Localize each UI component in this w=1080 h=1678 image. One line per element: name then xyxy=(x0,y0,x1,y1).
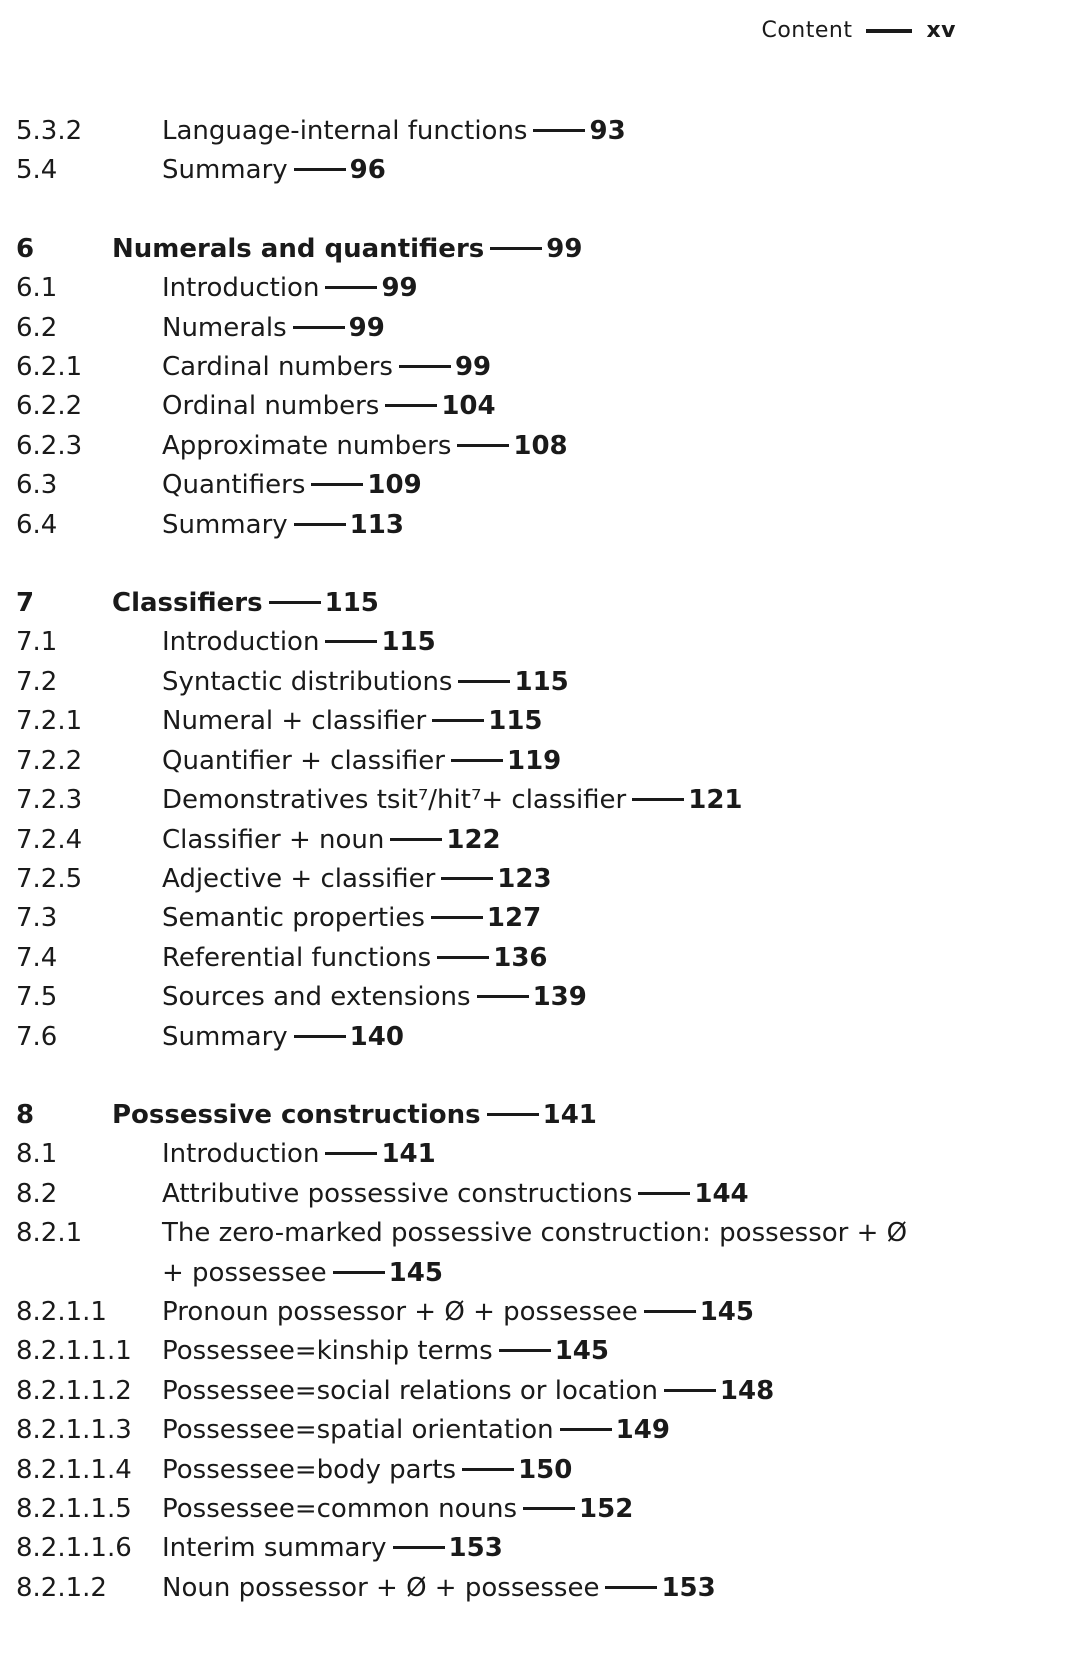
toc-chapter-entry[interactable] xyxy=(16,1096,1056,1135)
leader-dash xyxy=(325,286,377,289)
toc-entry-title xyxy=(162,742,922,781)
toc-entry-number: 7.2.4 xyxy=(16,824,83,855)
toc-entry-page-number[interactable]: 99 xyxy=(546,233,583,264)
toc-entry-title-text: Semantic properties xyxy=(162,903,425,934)
toc-entry-number: 5.4 xyxy=(16,155,58,186)
toc-entry-page-number[interactable]: 93 xyxy=(589,116,626,146)
toc-entry-title-text: Pronoun possessor + Ø + possessee xyxy=(162,1296,638,1327)
leader-dash xyxy=(644,1310,696,1313)
toc-entry-title-text: Summary xyxy=(162,155,288,186)
leader-dash xyxy=(477,995,529,998)
toc-entry-title xyxy=(162,427,922,466)
toc-entry-title xyxy=(162,899,922,938)
toc-entry-number: 6.1 xyxy=(16,273,58,304)
toc-entry-number: 7.3 xyxy=(16,903,58,934)
leader-dash xyxy=(293,326,345,329)
toc-entry-number: 6.2 xyxy=(16,312,58,343)
toc-entry-title xyxy=(112,584,872,623)
toc-entry-number: 6 xyxy=(16,233,35,264)
toc-entry-title-text: Possessee=social relations or location xyxy=(162,1375,658,1406)
toc-entry-number: 7.2.2 xyxy=(16,745,83,776)
toc-entry-number: 8.2.1.1 xyxy=(16,1296,107,1327)
toc-entry-title xyxy=(162,978,922,1017)
toc-entry[interactable] xyxy=(16,309,1056,348)
leader-dash xyxy=(390,838,442,841)
toc-entry-number: 8.1 xyxy=(16,1139,58,1170)
toc-entry-number: 8.2.1.1.2 xyxy=(16,1375,132,1406)
toc-entry-title-text: Quantifiers xyxy=(162,470,306,501)
toc-entry-title-text: Attributive possessive constructions xyxy=(162,1178,633,1209)
toc-entry-number: 7.5 xyxy=(16,982,58,1013)
toc-entry-title-text: Interim summary xyxy=(162,1533,387,1564)
toc-entry[interactable] xyxy=(16,1490,1056,1529)
leader-dash xyxy=(487,1113,539,1116)
toc-entry[interactable] xyxy=(16,1451,1056,1490)
leader-dash xyxy=(462,1468,514,1471)
toc-entry-page-number[interactable]: 122 xyxy=(446,824,501,855)
section-gap xyxy=(16,191,1056,230)
toc-entry[interactable] xyxy=(16,348,1056,387)
toc-entry-title-text: Language-internal functions xyxy=(162,116,528,146)
toc-entry-page-number[interactable]: 152 xyxy=(579,1494,634,1524)
toc-entry-page-number[interactable]: 150 xyxy=(518,1454,573,1485)
toc-entry-page-number[interactable]: 115 xyxy=(381,627,436,658)
toc-entry-page-number[interactable]: 115 xyxy=(324,588,379,619)
toc-entry-number: 7.2.3 xyxy=(16,785,83,816)
toc-entry[interactable] xyxy=(16,821,1056,860)
toc-entry-number: 7.4 xyxy=(16,942,58,973)
toc-entry-title-text: Introduction xyxy=(162,627,320,658)
toc-entry-title xyxy=(162,1411,922,1450)
toc-entry-number: 8.2.1.2 xyxy=(16,1572,107,1603)
toc-entry[interactable] xyxy=(16,702,1056,741)
toc-entry-title-text: The zero-marked possessive construction: possessor + Ø + possessee xyxy=(162,1218,908,1288)
leader-dash xyxy=(632,798,684,801)
toc-entry-title xyxy=(162,860,922,899)
toc-entry-title-text: Possessive constructions xyxy=(112,1099,481,1130)
toc-entry[interactable] xyxy=(16,1332,1056,1371)
toc-entry[interactable] xyxy=(16,269,1056,308)
toc-entry-page-number[interactable]: 121 xyxy=(688,785,743,816)
toc-entry-page-number[interactable]: 99 xyxy=(454,352,492,383)
toc-entry[interactable] xyxy=(16,387,1056,426)
leader-dash xyxy=(333,1271,385,1274)
leader-dash xyxy=(523,1507,575,1510)
toc-entry-title-text: Classifier + noun xyxy=(162,824,385,855)
toc-entry-title xyxy=(162,1293,922,1332)
toc-entry-title-text: Noun possessor + Ø + possessee xyxy=(162,1572,600,1603)
toc-entry-page-number[interactable]: 108 xyxy=(513,430,568,461)
leader-dash xyxy=(399,365,451,368)
leader-dash xyxy=(664,1389,716,1392)
toc-entry-page-number[interactable]: 127 xyxy=(486,903,542,934)
toc-entry-title-text: Approximate numbers xyxy=(162,430,452,461)
toc-entry-number: 7.1 xyxy=(16,627,58,658)
toc-entry-number: 7.2.1 xyxy=(16,706,83,737)
toc-entry-title-text: Introduction xyxy=(162,273,320,304)
toc-entry-page-number[interactable]: 99 xyxy=(381,273,418,304)
leader-dash xyxy=(325,640,377,643)
toc-entry-title xyxy=(162,939,922,978)
toc-entry-page-number[interactable]: 115 xyxy=(488,706,543,737)
toc-entry-page-number[interactable]: 145 xyxy=(554,1336,609,1367)
toc-entry-number: 8.2.1.1.4 xyxy=(16,1454,132,1485)
toc-entry-page-number[interactable]: 153 xyxy=(448,1533,503,1564)
toc-entry-title-text: Ordinal numbers xyxy=(162,391,380,422)
leader-dash xyxy=(269,601,321,604)
toc-entry-title-text: Demonstratives tsit⁷/hit⁷+ classifier xyxy=(162,785,627,816)
toc-entry-page-number[interactable]: 113 xyxy=(349,509,404,540)
leader-dash xyxy=(294,523,346,526)
toc-entry-title-text: Summary xyxy=(162,509,288,540)
toc-entry-title xyxy=(162,1332,922,1371)
section-gap xyxy=(16,545,1056,584)
toc-entry-title xyxy=(162,1135,922,1174)
toc-entry-number: 5.3.2 xyxy=(16,116,83,146)
leader-dash xyxy=(431,916,483,919)
toc-entry-page-number[interactable]: 141 xyxy=(542,1099,597,1130)
toc-entry-title-text: Sources and extensions xyxy=(162,982,471,1013)
toc-entry-number: 7.2.5 xyxy=(16,863,83,894)
leader-dash xyxy=(437,956,489,959)
toc-entry[interactable] xyxy=(16,1135,1056,1174)
toc-entry-page-number[interactable]: 139 xyxy=(532,982,587,1013)
toc-entry-number: 8.2 xyxy=(16,1178,58,1209)
toc-entry-number: 6.2.2 xyxy=(16,391,83,422)
toc-entry[interactable] xyxy=(16,781,1056,820)
toc-entry-title xyxy=(162,387,922,426)
toc-entry-title xyxy=(162,1372,922,1411)
toc-entry-number: 6.3 xyxy=(16,470,58,501)
toc-entry[interactable] xyxy=(16,939,1056,978)
toc-entry-title xyxy=(162,821,922,860)
toc-entry-title xyxy=(162,348,922,387)
toc-entry-page-number[interactable]: 96 xyxy=(349,155,386,186)
toc-entry[interactable] xyxy=(16,1529,1056,1568)
toc-entry-page-number[interactable]: 141 xyxy=(381,1139,436,1170)
leader-dash xyxy=(560,1428,612,1431)
running-head-label: Content xyxy=(761,18,853,43)
toc-entry-page-number[interactable]: 153 xyxy=(661,1572,716,1603)
toc-entry[interactable] xyxy=(16,506,1056,545)
toc-entry[interactable] xyxy=(16,112,1056,151)
toc-entry-number: 6.2.3 xyxy=(16,430,83,461)
toc-entry-title xyxy=(162,1490,922,1529)
toc-entry-title xyxy=(162,112,922,151)
toc-chapter-entry[interactable] xyxy=(16,584,1056,623)
toc-entry-page-number[interactable]: 136 xyxy=(493,942,548,973)
toc-entry-page-number[interactable]: 99 xyxy=(348,312,385,343)
toc-entry-title-text: Classifiers xyxy=(112,588,263,619)
toc-entry-title xyxy=(112,1096,872,1135)
toc-entry-page-number[interactable]: 104 xyxy=(441,391,496,422)
toc-entry[interactable] xyxy=(16,1018,1056,1057)
toc-entry[interactable] xyxy=(16,623,1056,662)
toc-entry[interactable] xyxy=(16,978,1056,1017)
leader-dash xyxy=(311,483,363,486)
toc-entry-title xyxy=(162,466,922,505)
toc-entry-title-text: Possessee=common nouns xyxy=(162,1494,518,1524)
leader-dash xyxy=(499,1349,551,1352)
toc-entry-title-text: Numerals and quantifiers xyxy=(112,233,485,264)
running-head xyxy=(761,18,956,43)
toc-entry-title xyxy=(162,1529,922,1568)
leader-dash xyxy=(457,444,509,447)
toc-entry-title-text: Cardinal numbers xyxy=(162,352,393,383)
toc-entry[interactable] xyxy=(16,151,1056,190)
toc-entry[interactable] xyxy=(16,1372,1056,1411)
toc-entry[interactable] xyxy=(16,860,1056,899)
toc-entry[interactable] xyxy=(16,466,1056,505)
toc-entry-number: 8.2.1 xyxy=(16,1218,83,1249)
leader-dash xyxy=(294,168,346,171)
toc-entry-title-text: Numerals xyxy=(162,312,287,343)
toc-entry-number: 8.2.1.1.3 xyxy=(16,1415,132,1446)
toc-entry-title-text: Quantifier + classifier xyxy=(162,745,445,776)
toc-entry-page-number[interactable]: 123 xyxy=(497,863,552,894)
toc-entry-page-number[interactable]: 109 xyxy=(367,470,422,501)
leader-dash xyxy=(638,1192,690,1195)
toc-entry-number: 6.2.1 xyxy=(16,352,83,383)
toc-entry[interactable] xyxy=(16,427,1056,466)
toc-entry-title xyxy=(162,151,922,190)
toc-entry[interactable] xyxy=(16,899,1056,938)
toc-entry-title xyxy=(162,663,922,702)
leader-dash xyxy=(533,129,585,132)
toc-entry[interactable] xyxy=(16,1214,1056,1293)
toc-entry-title-text: Adjective + classifier xyxy=(162,863,436,894)
toc-entry-number: 7 xyxy=(16,588,35,619)
toc-entry-title xyxy=(162,702,922,741)
leader-dash xyxy=(866,29,912,33)
leader-dash xyxy=(393,1546,445,1549)
toc-chapter-entry[interactable] xyxy=(16,230,1056,269)
toc-entry-page-number[interactable]: 144 xyxy=(694,1178,749,1209)
leader-dash xyxy=(325,1152,377,1155)
toc-entry-page-number[interactable]: 149 xyxy=(615,1415,670,1446)
leader-dash xyxy=(385,404,437,407)
toc-entry-title xyxy=(162,1214,922,1293)
toc-entry-title-text: Possessee=kinship terms xyxy=(162,1336,493,1367)
toc-entry-title xyxy=(162,1018,922,1057)
toc-entry-title xyxy=(162,1451,922,1490)
toc-entry-title xyxy=(162,781,922,820)
toc-entry[interactable] xyxy=(16,742,1056,781)
toc-entry-title xyxy=(162,1569,922,1608)
toc-entry[interactable] xyxy=(16,1175,1056,1214)
toc-entry-title xyxy=(112,230,872,269)
leader-dash xyxy=(432,719,484,722)
toc-entry[interactable] xyxy=(16,1293,1056,1332)
toc-entry-page-number[interactable]: 140 xyxy=(349,1021,404,1052)
toc-entry-title xyxy=(162,309,922,348)
toc-entry-number: 8 xyxy=(16,1099,35,1130)
toc-entry-title xyxy=(162,623,922,662)
toc-entry-page-number[interactable]: 145 xyxy=(388,1257,443,1288)
leader-dash xyxy=(490,247,542,250)
toc-entry-number: 8.2.1.1.5 xyxy=(16,1494,132,1524)
section-gap xyxy=(16,1057,1056,1096)
toc-entry-title-text: Possessee=body parts xyxy=(162,1454,457,1485)
toc-entry-title xyxy=(162,269,922,308)
toc-entry-page-number[interactable]: 115 xyxy=(514,666,569,697)
toc-entry-number: 6.4 xyxy=(16,509,58,540)
toc-entry-title-text: Referential functions xyxy=(162,942,432,973)
toc-entry-page-number[interactable]: 119 xyxy=(506,745,562,776)
toc-entry-title-text: Syntactic distributions xyxy=(162,666,453,697)
toc-entry[interactable] xyxy=(16,663,1056,702)
toc-entry-number: 8.2.1.1.1 xyxy=(16,1336,132,1367)
toc-entry-title-text: Numeral + classifier xyxy=(162,706,427,737)
toc-entry[interactable] xyxy=(16,1411,1056,1450)
leader-dash xyxy=(451,759,503,762)
table-of-contents xyxy=(16,112,1056,1608)
toc-entry-title xyxy=(162,506,922,545)
toc-entry-page-number[interactable]: 145 xyxy=(699,1296,754,1327)
running-head-page-number: xv xyxy=(926,18,956,43)
toc-entry-title-text: Possessee=spatial orientation xyxy=(162,1415,554,1446)
toc-entry[interactable] xyxy=(16,1569,1056,1608)
toc-entry-title xyxy=(162,1175,922,1214)
toc-entry-number: 7.6 xyxy=(16,1021,58,1052)
toc-entry-number: 7.2 xyxy=(16,666,58,697)
toc-entry-title-text: Introduction xyxy=(162,1139,320,1170)
toc-entry-title-text: Summary xyxy=(162,1021,288,1052)
leader-dash xyxy=(458,680,510,683)
toc-entry-page-number[interactable]: 148 xyxy=(719,1375,775,1406)
leader-dash xyxy=(605,1586,657,1589)
leader-dash xyxy=(441,877,493,880)
toc-entry-number: 8.2.1.1.6 xyxy=(16,1533,132,1564)
leader-dash xyxy=(294,1035,346,1038)
